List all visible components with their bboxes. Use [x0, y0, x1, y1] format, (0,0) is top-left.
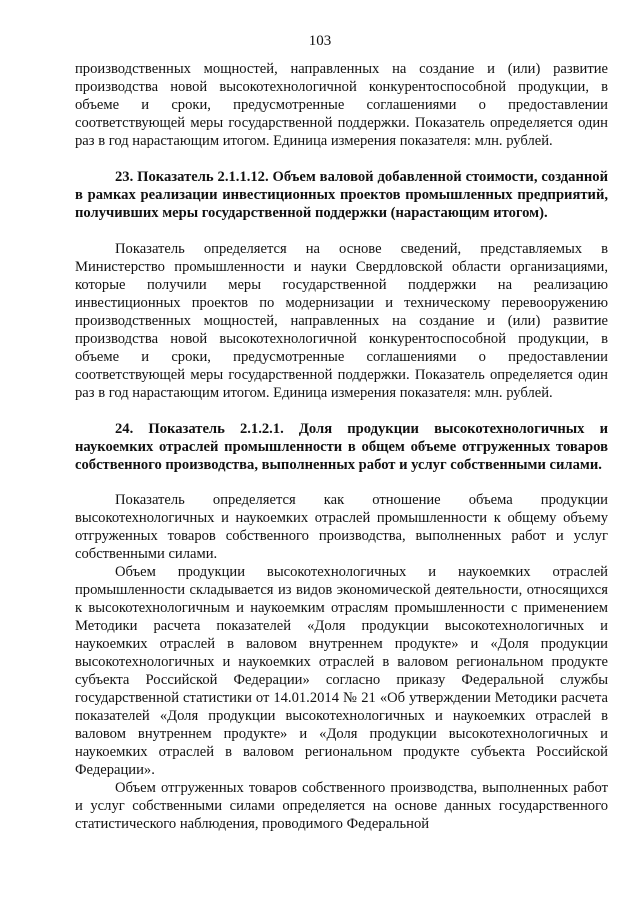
section-24-paragraph-2: Объем продукции высокотехнологичных и наукоемких отраслей промышленности складывается из видов экономической деятельности, относящихся к высокотехнологичным и наукоемким отраслям промышленности с применением Методики расчета показателей «Доля продукции высокотехнологичных и наукоемких отраслей в валовом внутреннем продукте» и «Доля продукции высокотехнологичных и наукоемких отраслей в валовом региональном продукте субъекта Российской Федерации» согласно приказу Федеральной службы государственной статистики от 14.01.2014 № 21 «Об утверждении Методики расчета показателей «Доля продукции высокотехнологичных и наукоемких отраслей в валовом внутреннем продукте» и «Доля продукции высокотехнологичных и наукоемких отраслей в валовом региональном продукте субъекта Российской Федерации». [75, 564, 608, 778]
section-23-paragraph: Показатель определяется на основе сведений, представляемых в Министерство промышленности и науки Свердловской области организациями, которые получили меры государственной поддержки на реализацию инвестиционных проектов по модернизации и техническому перевооружению производственных мощностей, направленных на создание и (или) развитие производства новой высокотехнологичной конкурентоспособной продукции, в объеме и сроки, предусмотренные соглашениями о предоставлении соответствующей меры государственной поддержки. Показатель определяется один раз в год нарастающим итогом. Единица измерения показателя: млн. рублей. [75, 241, 608, 401]
page-number: 103 [308, 33, 332, 49]
section-24-heading: 24. Показатель 2.1.2.1. Доля продукции высокотехнологичных и наукоемких отраслей промышленности в общем объеме отгруженных товаров собственного производства, выполненных работ и услуг собственными силами. [75, 421, 608, 473]
document-body [75, 60, 608, 833]
section-23-heading: 23. Показатель 2.1.1.12. Объем валовой добавленной стоимости, созданной в рамках реализации инвестиционных проектов промышленных предприятий, получивших меры государственной поддержки (нарастающим итогом). [75, 169, 608, 221]
section-24-paragraph-1: Показатель определяется как отношение объема продукции высокотехнологичных и наукоемких отраслей промышленности к общему объему отгруженных товаров собственного производства, выполненных работ и услуг собственными силами. [75, 492, 608, 562]
paragraph-continuation: производственных мощностей, направленных на создание и (или) развитие производства новой высокотехнологичной конкурентоспособной продукции, в объеме и сроки, предусмотренные соглашениями о предоставлении соответствующей меры государственной поддержки. Показатель определяется один раз в год нарастающим итогом. Единица измерения показателя: млн. рублей. [75, 61, 608, 149]
section-24-paragraph-3: Объем отгруженных товаров собственного производства, выполненных работ и услуг собственными силами определяется на основе данных государственного статистического наблюдения, проводимого Федеральной [75, 780, 608, 832]
